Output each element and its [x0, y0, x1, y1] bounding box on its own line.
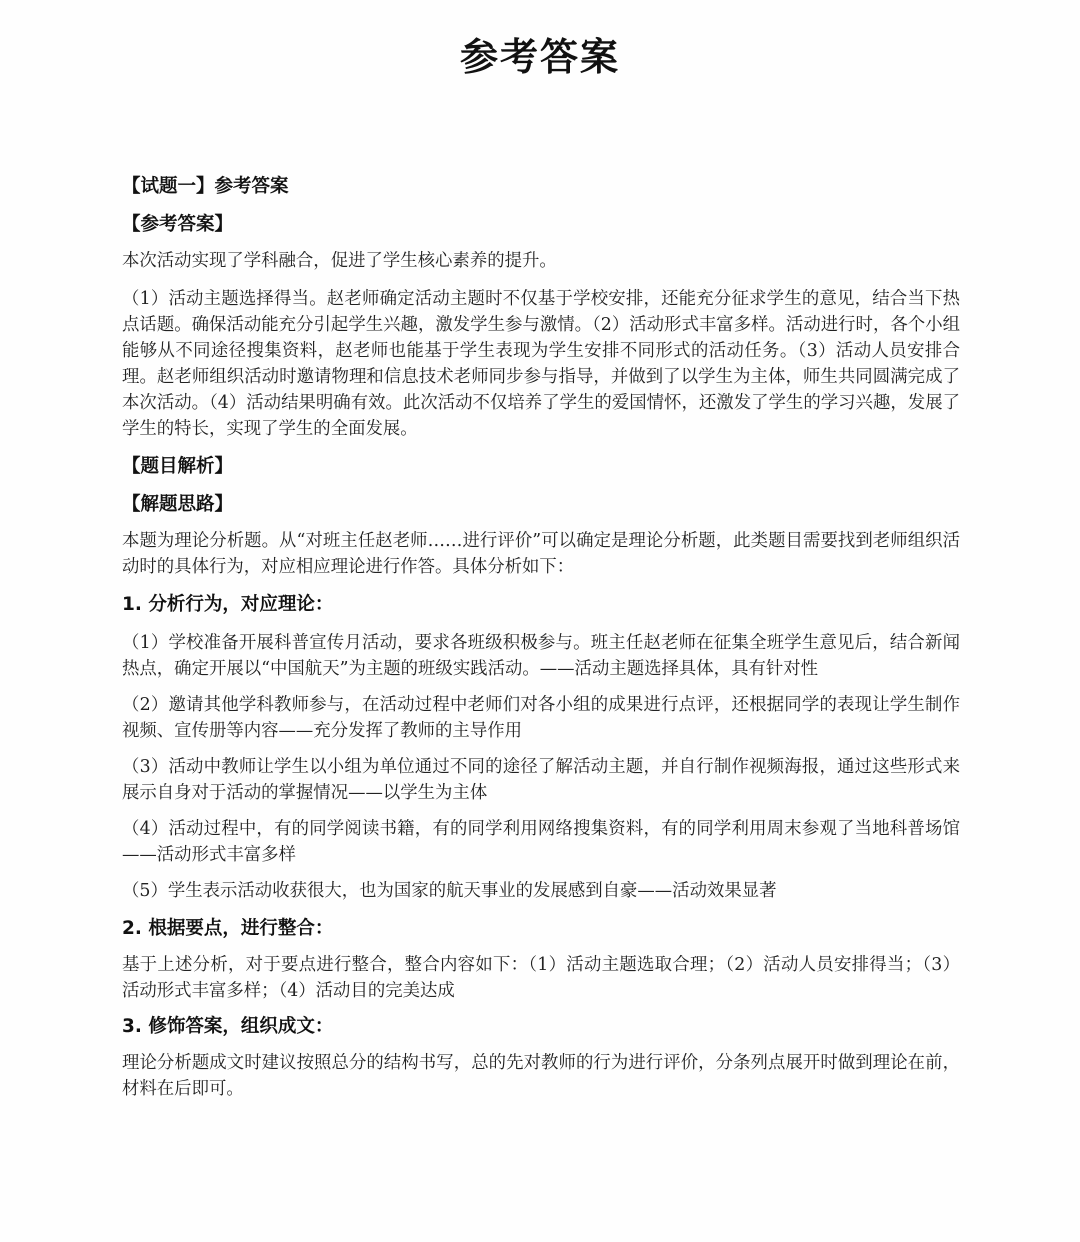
step-two-heading: 2. 根据要点，进行整合： [122, 918, 334, 939]
approach-intro: 本题为理论分析题。从“对班主任赵老师……进行评价”可以确定是理论分析题，此类题目需要找到老师组织活动时的具体行为，对应相应理论进行作答。具体分析如下： [122, 531, 960, 577]
document-content [122, 172, 960, 1102]
step-three-heading: 3. 修饰答案，组织成文： [122, 1016, 334, 1037]
question-analysis-heading: 【题目解析】 [122, 456, 234, 477]
answer-intro: 本次活动实现了学科融合，促进了学生核心素养的提升。 [122, 251, 557, 271]
step-one-item: （1）学校准备开展科普宣传月活动，要求各班级积极参与。班主任赵老师在征集全班学生意见后，结合新闻热点，确定开展以“中国航天”为主题的班级实践活动。——活动主题选择具体，具有针对性 [122, 633, 960, 679]
answer-body: （1）活动主题选择得当。赵老师确定活动主题时不仅基于学校安排，还能充分征求学生的意见，结合当下热点话题。确保活动能充分引起学生兴趣，激发学生参与激情。（2）活动形式丰富多样。活动进行时，各个小组能够从不同途径搜集资料，赵老师也能基于学生表现为学生安排不同形式的活动任务。（3）活动人员安排合理。赵老师组织活动时邀请物理和信息技术老师同步参与指导，并做到了以学生为主体，师生共同圆满完成了本次活动。（4）活动结果明确有效。此次活动不仅培养了学生的爱国情怀，还激发了学生的学习兴趣，发展了学生的特长，实现了学生的全面发展。 [122, 289, 960, 439]
step-one-heading: 1. 分析行为，对应理论： [122, 594, 334, 615]
solution-approach-heading: 【解题思路】 [122, 494, 234, 515]
step-three-body: 理论分析题成文时建议按照总分的结构书写，总的先对教师的行为进行评价，分条列点展开时做到理论在前，材料在后即可。 [122, 1053, 960, 1099]
step-one-item: （2）邀请其他学科教师参与，在活动过程中老师们对各小组的成果进行点评，还根据同学的表现让学生制作视频、宣传册等内容——充分发挥了教师的主导作用 [122, 695, 960, 741]
step-two-body: 基于上述分析，对于要点进行整合，整合内容如下：（1）活动主题选取合理；（2）活动人员安排得当；（3）活动形式丰富多样；（4）活动目的完美达成 [122, 955, 960, 1001]
step-one-item: （3）活动中教师让学生以小组为单位通过不同的途径了解活动主题，并自行制作视频海报，通过这些形式来展示自身对于活动的掌握情况——以学生为主体 [122, 757, 960, 803]
question-one-heading: 【试题一】参考答案 [122, 176, 289, 197]
step-one-item: （4）活动过程中，有的同学阅读书籍，有的同学利用网络搜集资料，有的同学利用周末参观了当地科普场馆——活动形式丰富多样 [122, 819, 960, 865]
reference-answer-heading: 【参考答案】 [122, 214, 234, 235]
step-one-item: （5）学生表示活动收获很大，也为国家的航天事业的发展感到自豪——活动效果显著 [122, 881, 777, 901]
document-title: 参考答案 [459, 35, 620, 79]
